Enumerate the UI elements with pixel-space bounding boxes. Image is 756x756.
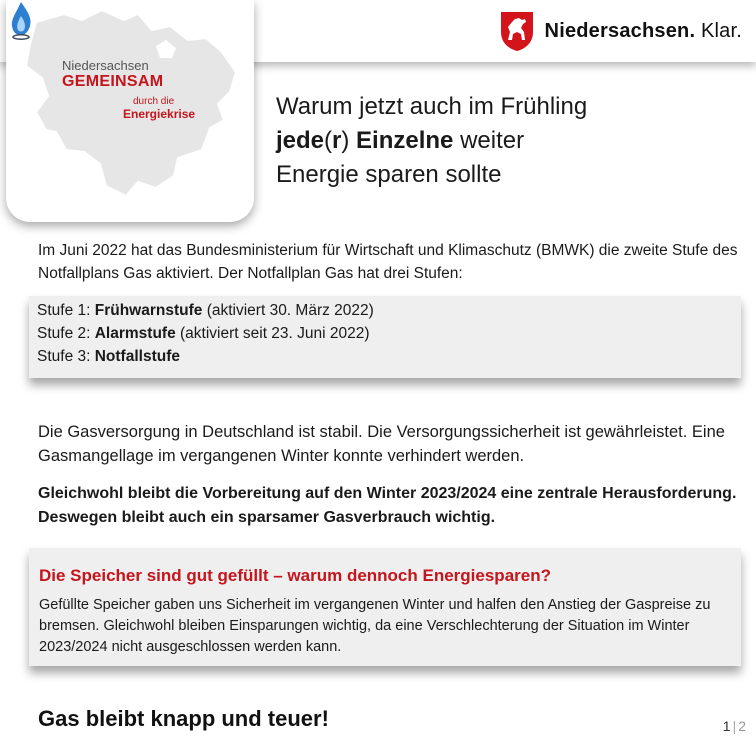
logo-text-durch-die: durch die	[133, 96, 175, 107]
storage-box-body: Gefüllte Speicher gaben uns Sicherheit im vergangenen Winter und halfen den Anstieg der Gaspreise zu bremsen. Gleichwohl bleiben Einsparungen wichtig, da eine Verschlechterung der Situation im Winter 2023/2024 nicht ausgeschlossen werden kann.	[39, 597, 711, 655]
title-line-2: jede(r) Einzelne weiter	[276, 127, 525, 154]
winter-preparation-paragraph: Gleichwohl bleibt die Vorbereitung auf den Winter 2023/2024 eine zentrale Herausforderung. Deswegen bleibt auch ein sparsamer Gasverbrauch wichtig.	[38, 485, 737, 526]
coat-of-arms-icon	[499, 10, 535, 52]
storage-info-box	[29, 548, 741, 666]
title-line-1: Warum jetzt auch im Frühling	[276, 93, 588, 120]
current-page[interactable]: 1	[722, 718, 731, 734]
intro-paragraph: Im Juni 2022 hat das Bundesministerium für Wirtschaft und Klimaschutz (BMWK) die zweite Stufe des Notfallplans Gas aktiviert. Der Notfallplan Gas hat drei Stufen:	[38, 242, 738, 282]
supply-status-paragraph: Die Gasversorgung in Deutschland ist stabil. Die Versorgungssicherheit ist gewährleistet. Eine Gasmangellage im vergangenen Winter konnte verhindert werden.	[38, 423, 725, 465]
storage-box-title: Die Speicher sind gut gefüllt – warum dennoch Energiesparen?	[39, 566, 551, 585]
page-title	[276, 90, 587, 192]
campaign-logo-card	[6, 0, 254, 222]
footer-slogan: Gas bleibt knapp und teuer!	[38, 706, 329, 731]
logo-text-niedersachsen: Niedersachsen	[62, 58, 149, 73]
brand-niedersachsen[interactable]	[499, 10, 742, 52]
logo-text-gemeinsam: GEMEINSAM	[62, 73, 164, 90]
stage-3: Stufe 3: Notfallstufe	[37, 348, 180, 365]
title-line-3: Energie sparen sollte	[276, 161, 502, 188]
next-page[interactable]: 2	[738, 718, 746, 734]
stage-1: Stufe 1: Frühwarnstufe (aktiviert 30. März 2022)	[37, 302, 374, 319]
page-indicator	[723, 718, 746, 734]
brand-wordmark: Niedersachsen. Klar.	[544, 19, 742, 42]
gas-flame-icon	[6, 0, 36, 40]
stages-panel	[29, 296, 741, 378]
logo-text-energiekrise: Energiekrise	[123, 107, 196, 121]
stage-2: Stufe 2: Alarmstufe (aktiviert seit 23. Juni 2022)	[37, 325, 370, 342]
page-separator: |	[732, 718, 737, 734]
